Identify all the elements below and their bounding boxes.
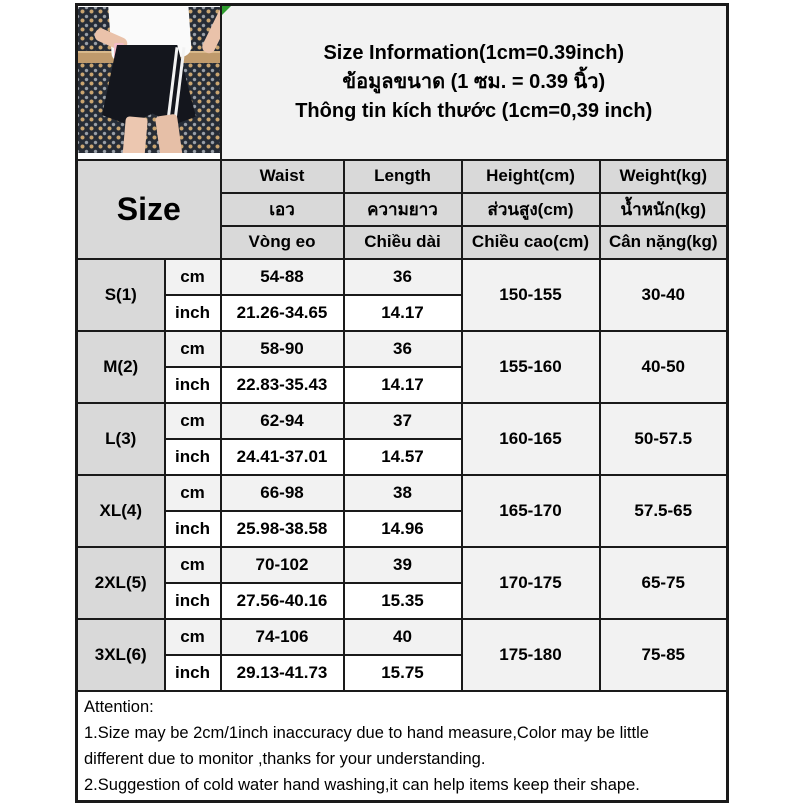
weight-header-th: น้ำหนัก(kg): [600, 193, 728, 226]
waist-inch-value: 21.26-34.65: [221, 295, 344, 331]
length-inch-value: 14.17: [344, 295, 462, 331]
waist-cm-value: 66-98: [221, 475, 344, 511]
unit-label-inch: inch: [165, 511, 221, 547]
length-inch-value: 15.35: [344, 583, 462, 619]
size-row-cm: [77, 475, 728, 511]
size-label: 2XL(5): [77, 547, 165, 619]
length-cm-value: 36: [344, 331, 462, 367]
size-row-cm: [77, 547, 728, 583]
waist-header-vi: Vòng eo: [221, 226, 344, 259]
unit-label-inch: inch: [165, 583, 221, 619]
title-thai: ข้อมูลขนาด (1 ซม. = 0.39 นิ้ว): [342, 70, 606, 93]
attention-line: 2.Suggestion of cold water hand washing,it can help items keep their shape.: [84, 775, 640, 794]
unit-label-cm: cm: [165, 475, 221, 511]
height-value: 175-180: [462, 619, 600, 691]
size-row-cm: [77, 331, 728, 367]
height-value: 165-170: [462, 475, 600, 547]
size-label: L(3): [77, 403, 165, 475]
height-header-th: ส่วนสูง(cm): [462, 193, 600, 226]
title-cell: [221, 5, 728, 160]
height-value: 160-165: [462, 403, 600, 475]
waist-inch-value: 29.13-41.73: [221, 655, 344, 691]
waist-inch-value: 24.41-37.01: [221, 439, 344, 475]
waist-cm-value: 62-94: [221, 403, 344, 439]
size-column-header: Size: [77, 160, 221, 259]
top-row: [77, 5, 728, 160]
waist-inch-value: 25.98-38.58: [221, 511, 344, 547]
waist-inch-value: 22.83-35.43: [221, 367, 344, 403]
product-photo: [78, 7, 220, 158]
weight-value: 40-50: [600, 331, 728, 403]
waist-cm-value: 54-88: [221, 259, 344, 295]
attention-heading: Attention:: [84, 697, 154, 716]
length-cm-value: 36: [344, 259, 462, 295]
title-english: Size Information(1cm=0.39inch): [323, 41, 625, 64]
length-cm-value: 40: [344, 619, 462, 655]
weight-value: 75-85: [600, 619, 728, 691]
size-row-cm: [77, 259, 728, 295]
unit-label-cm: cm: [165, 547, 221, 583]
length-inch-value: 15.75: [344, 655, 462, 691]
waist-cm-value: 74-106: [221, 619, 344, 655]
photo-leg-shape: [122, 116, 148, 158]
unit-label-inch: inch: [165, 367, 221, 403]
weight-value: 50-57.5: [600, 403, 728, 475]
size-chart-table: [75, 3, 729, 803]
height-header-en: Height(cm): [462, 160, 600, 193]
length-header-vi: Chiều dài: [344, 226, 462, 259]
height-value: 170-175: [462, 547, 600, 619]
length-cm-value: 38: [344, 475, 462, 511]
waist-cm-value: 70-102: [221, 547, 344, 583]
height-value: 155-160: [462, 331, 600, 403]
attention-row: [77, 691, 728, 802]
attention-line: different due to monitor ,thanks for your understanding.: [84, 749, 486, 768]
length-inch-value: 14.96: [344, 511, 462, 547]
size-row-cm: [77, 403, 728, 439]
size-label: 3XL(6): [77, 619, 165, 691]
waist-header-th: เอว: [221, 193, 344, 226]
photo-bottom-strip: [78, 153, 220, 158]
size-label: XL(4): [77, 475, 165, 547]
header-row-english: [77, 160, 728, 193]
product-photo-cell: [77, 5, 221, 160]
unit-label-cm: cm: [165, 619, 221, 655]
height-header-vi: Chiều cao(cm): [462, 226, 600, 259]
height-value: 150-155: [462, 259, 600, 331]
title-vietnamese: Thông tin kích thước (1cm=0,39 inch): [295, 99, 653, 122]
weight-header-en: Weight(kg): [600, 160, 728, 193]
length-header-th: ความยาว: [344, 193, 462, 226]
weight-value: 30-40: [600, 259, 728, 331]
unit-label-inch: inch: [165, 439, 221, 475]
waist-cm-value: 58-90: [221, 331, 344, 367]
size-label: M(2): [77, 331, 165, 403]
attention-note: [77, 691, 728, 802]
length-header-en: Length: [344, 160, 462, 193]
size-label: S(1): [77, 259, 165, 331]
unit-label-inch: inch: [165, 295, 221, 331]
unit-label-cm: cm: [165, 259, 221, 295]
weight-header-vi: Cân nặng(kg): [600, 226, 728, 259]
unit-label-cm: cm: [165, 403, 221, 439]
unit-label-cm: cm: [165, 331, 221, 367]
green-corner-flag-icon: [222, 6, 231, 15]
length-cm-value: 37: [344, 403, 462, 439]
waist-header-en: Waist: [221, 160, 344, 193]
photo-arm-shape: [200, 7, 220, 55]
waist-inch-value: 27.56-40.16: [221, 583, 344, 619]
weight-value: 65-75: [600, 547, 728, 619]
unit-label-inch: inch: [165, 655, 221, 691]
length-inch-value: 14.57: [344, 439, 462, 475]
length-inch-value: 14.17: [344, 367, 462, 403]
size-row-cm: [77, 619, 728, 655]
attention-line: 1.Size may be 2cm/1inch inaccuracy due to hand measure,Color may be little: [84, 723, 649, 742]
weight-value: 57.5-65: [600, 475, 728, 547]
length-cm-value: 39: [344, 547, 462, 583]
